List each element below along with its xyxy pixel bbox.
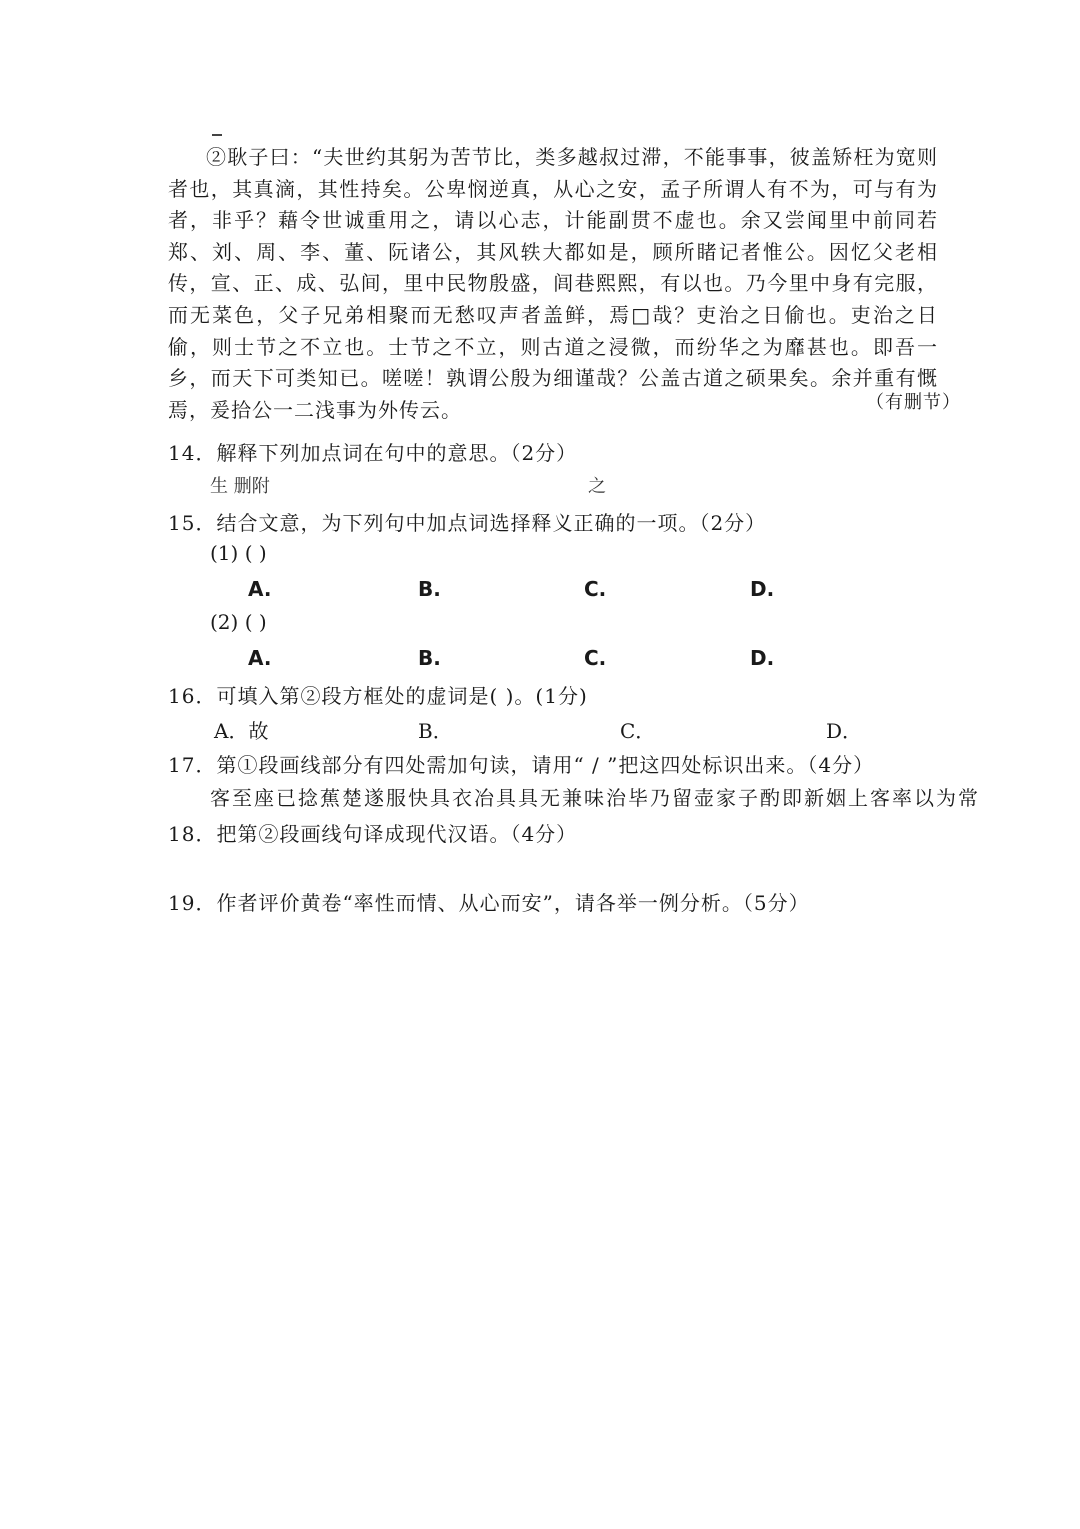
question-17-segment: 客至座已捻蕉楚遂服快具衣冶具具无兼味治毕乃留壶家子酌即新姻上客率以为常 — [210, 786, 980, 810]
q15-1-option-b: B. — [418, 577, 441, 601]
question-15-part-1: (1) ( ) — [210, 541, 267, 565]
margin-mark — [212, 134, 222, 136]
q15-1-option-d: D. — [750, 577, 775, 601]
q15-1-option-c: C. — [584, 577, 607, 601]
question-17: 17．第①段画线部分有四处需加句读，请用“ / ”把这四处标识出来。（4分） — [168, 753, 875, 777]
question-19: 19．作者评价黄卷“率性而情、从心而安”，请各举一例分析。（5分） — [168, 891, 810, 915]
q16-option-a: A．故 — [214, 719, 269, 743]
q16-option-b: B． — [418, 719, 453, 743]
question-14-words: 生 删附 — [210, 476, 270, 497]
source-note: （有删节） — [866, 392, 961, 413]
q16-option-c: C． — [620, 719, 656, 743]
q15-1-option-a: A. — [248, 577, 272, 601]
passage-paragraph-2: ②耿子曰：“夫世约其躬为苦节比，类多越叔过滞，不能事事，彼盖矫枉为宽则者也，其真滴，其性持矣。公卑悯逆真，从心之安，孟子所谓人有不为，可与有为者，非乎？藉令世诚重用之，请以心志，计能副贯不虚也。余又尝闻里中前同若郑、刘、周、李、董、阮诸公，其风轶大都如是，顾所睹记者惟公。因忆父老相传，宣、正、成、弘间，里中民物殷盛，闾巷熙熙，有以也。乃今里中身有完服，而无菜色，父子兄弟相聚而无愁叹声者盖鲜，焉□哉？吏治之日偷也。吏治之日偷，则士节之不立也。士节之不立，则古道之浸微，而纷华之为靡甚也。即吾一乡，而天下可类知已。嗟嗟！孰谓公殷为细谨哉？公盖古道之硕果矣。余并重有慨焉，爰拾公一二浅事为外传云。 — [168, 145, 938, 422]
question-14-words-2: 之 — [588, 476, 606, 497]
q16-option-d: D． — [826, 719, 863, 743]
question-15-part-2: (2) ( ) — [210, 610, 267, 634]
q15-2-option-b: B. — [418, 646, 441, 670]
question-14: 14．解释下列加点词在句中的意思。（2分） — [168, 441, 578, 465]
question-16: 16．可填入第②段方框处的虚词是( )。(1分) — [168, 684, 588, 708]
question-18: 18．把第②段画线句译成现代汉语。（4分） — [168, 822, 578, 846]
q15-2-option-d: D. — [750, 646, 775, 670]
q15-2-option-c: C. — [584, 646, 607, 670]
question-15: 15．结合文意，为下列句中加点词选择释义正确的一项。（2分） — [168, 511, 767, 535]
q15-2-option-a: A. — [248, 646, 272, 670]
